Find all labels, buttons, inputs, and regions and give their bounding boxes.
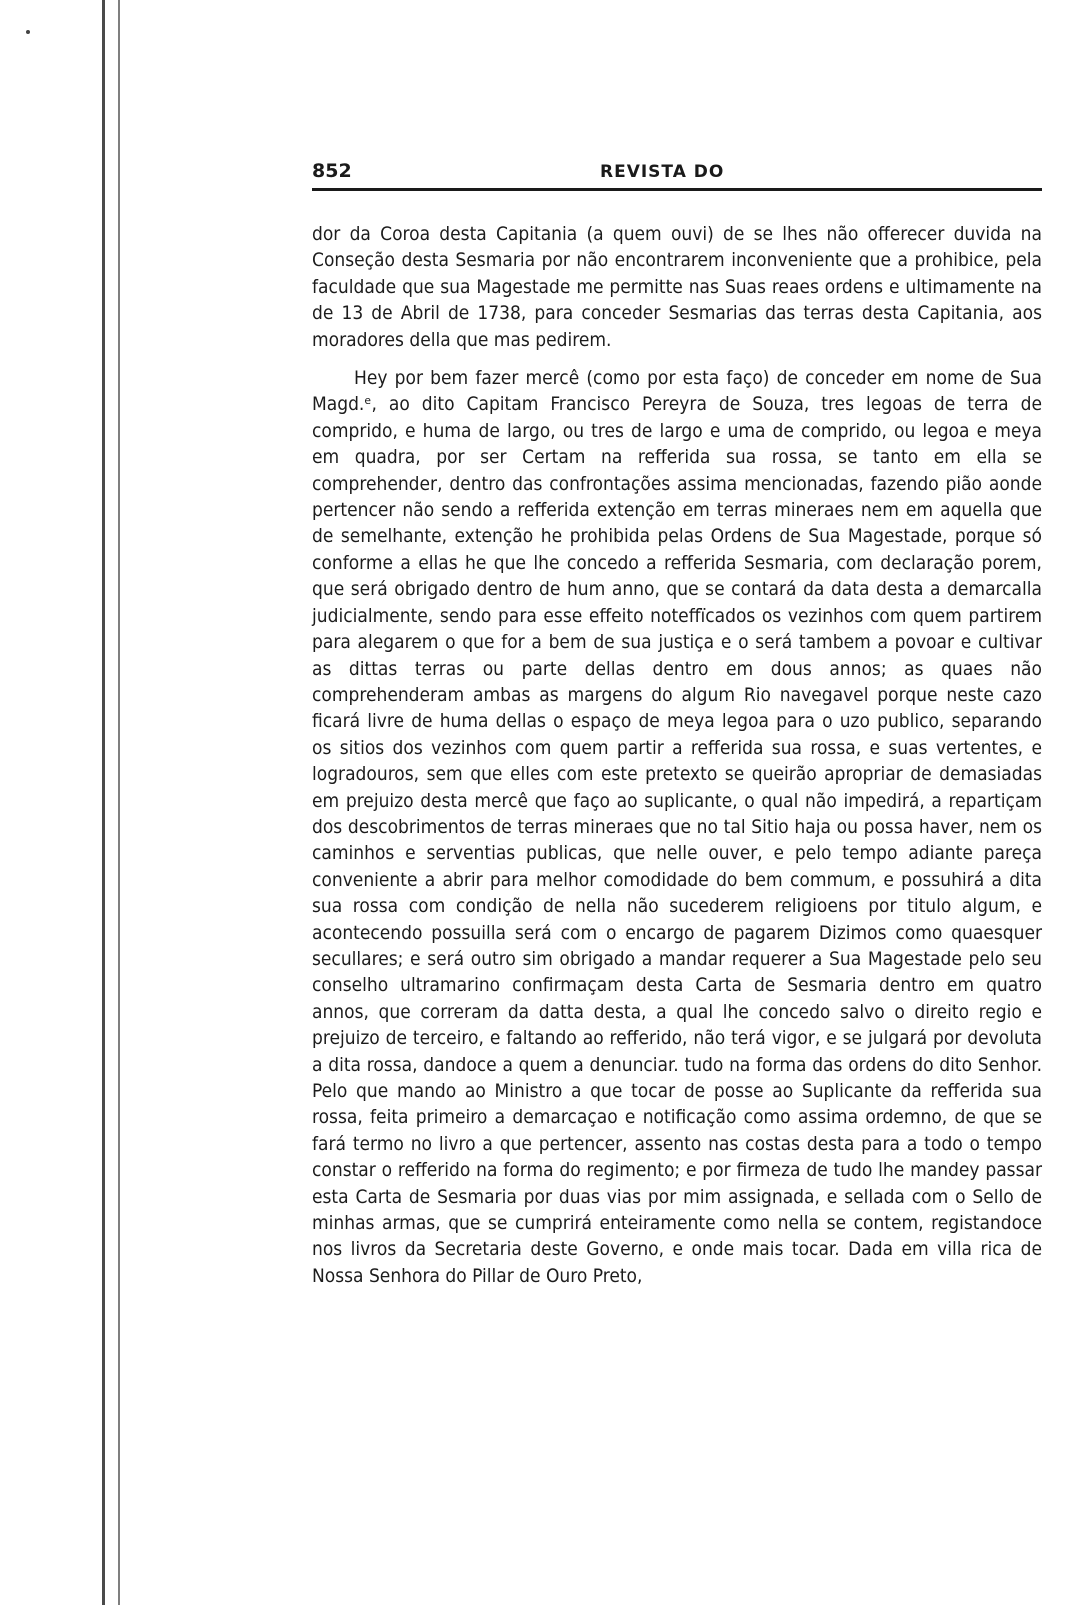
book-page [312,160,1042,1590]
binding-edge-line [102,0,105,1605]
binding-edge-line [118,0,120,1605]
scan-speck [26,30,30,34]
running-head: REVISTA DO [600,162,725,182]
page-header [312,160,1042,191]
page-body [312,221,1042,1289]
page-number: 852 [312,160,352,182]
paragraph: Hey por bem fazer mercê (como por esta faço) de conceder em nome de Sua Magd.ᵉ, ao dito Capitam Francisco Pereyra de Souza, tres legoas de terra de comprido, e huma de largo, ou tres de largo e uma de comprido, ou legoa e meya em quadra, por ser Certam na refferida sua rossa, se tanto em ella se comprehender, dentro das confrontações assima mencionadas, fazendo pião aonde pertencer não sendo a refferida extenção em terras mineraes nem em aquella que de semelhante, extenção he prohibida pelas Ordens de Sua Magestade, porque só conforme a ellas he que lhe concedo a refferida Sesmaria, com declaração porem, que será obrigado dentro de hum anno, que se contará da data desta a demarcalla judicialmente, sendo para esse effeito noteffïcados os vezinhos com quem partirem para alegarem o que for a bem de sua justiça e o será tambem a povoar e cultivar as dittas terras ou parte dellas dentro em dous annos; as quaes não comprehenderam ambas as margens do algum Rio navegavel porque neste cazo ficará livre de huma dellas o espaço de meya legoa para o uzo publico, separando os sitios dos vezinhos com quem partir a refferida sua rossa, e suas vertentes, e logradouros, sem que elles com este pretexto se queirão apropriar de demasiadas em prejuizo desta mercê que faço ao suplicante, o qual não impedirá, a repartiçam dos descobrimentos de terras mineraes que no tal Sitio haja ou possa haver, nem os caminhos e serventias publicas, que nelle ouver, e pelo tempo adiante pareça conveniente a abrir para melhor comodidade do bem commum, e possuhirá a dita sua rossa com condição de nella não sucederem religioens por titulo algum, e acontecendo possuilla será com o encargo de pagarem Dizimos como quaesquer secullares; e será outro sim obrigado a mandar requerer a Sua Magestade pelo seu conselho ultramarino confirmaçam desta Carta de Sesmaria dentro em quatro annos, que correram da datta desta, a qual lhe concedo salvo o direito regio e prejuizo de terceiro, e faltando ao refferido, não terá vigor, e se julgará por devoluta a dita rossa, dandoce a quem a denunciar. tudo na forma das ordens do dito Senhor. Pelo que mando ao Ministro a que tocar de posse ao Suplicante da refferida sua rossa, feita primeiro a demarcaçao e notificação como assima ordemno, de que se fará termo no livro a que pertencer, assento nas costas desta para a todo o tempo constar o refferido na forma do regimento; e por firmeza de tudo lhe mandey passar esta Carta de Sesmaria por duas vias por mim assignada, e sellada com o Sello de minhas armas, que se cumprirá enteiramente como nella se contem, registandoce nos livros da Secretaria deste Governo, e onde mais tocar. Dada em villa rica de Nossa Senhora do Pillar de Ouro Preto, [312,367,1042,1287]
paragraph: dor da Coroa desta Capitania (a quem ouvi) de se lhes não offerecer duvida na Conseção desta Sesmaria por não encontrarem inconveniente que a prohibice, pela faculdade que sua Magestade me permitte nas Suas reaes ordens e ultimamente na de 13 de Abril de 1738, para conceder Sesmarias das terras desta Capitania, aos moradores della que mas pedirem. [312,223,1042,351]
